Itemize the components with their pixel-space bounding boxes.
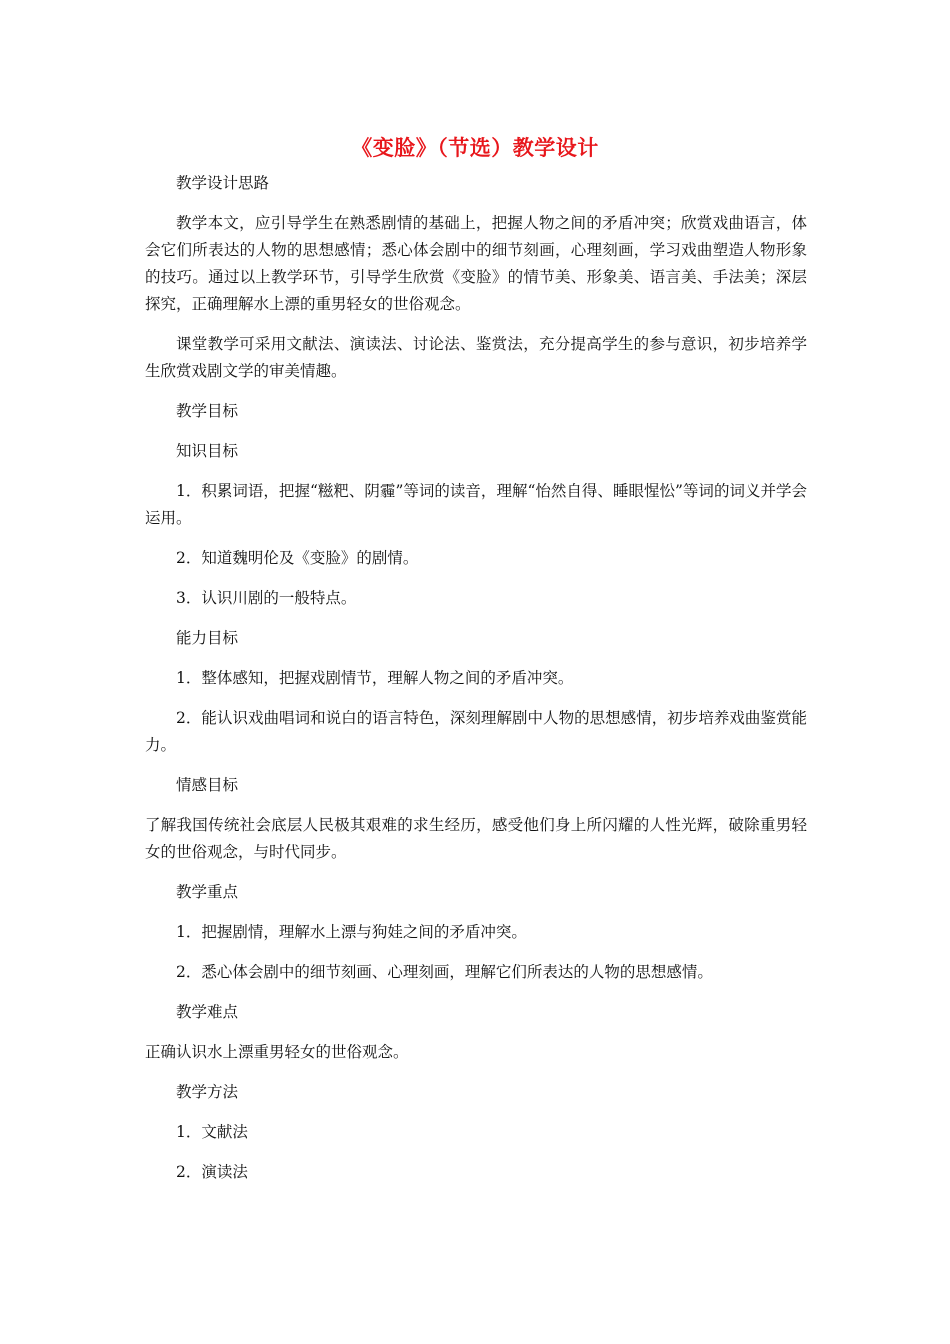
subsection-heading: 情感目标 (176, 776, 239, 794)
paragraph: 课堂教学可采用文献法、演读法、讨论法、鉴赏法，充分提高学生的参与意识，初步培养学生欣赏戏剧文学的审美情趣。 (145, 335, 807, 380)
subsection-heading: 知识目标 (176, 442, 239, 460)
paragraph: 教学本文，应引导学生在熟悉剧情的基础上，把握人物之间的矛盾冲突；欣赏戏曲语言，体会它们所表达的人物的思想感情；悉心体会剧中的细节刻画，心理刻画，学习戏曲塑造人物形象的技巧。通过以上教学环节，引导学生欣赏《变脸》的情节美、形象美、语言美、手法美；深层探究，正确理解水上漂的重男轻女的世俗观念。 (145, 214, 807, 313)
list-item: 1．积累词语，把握“糍粑、阴霾”等词的读音，理解“怡然自得、睡眼惺忪”等词的词义并学会运用。 (145, 482, 807, 527)
section-heading: 教学方法 (176, 1083, 239, 1101)
document-title: 《变脸》（节选）教学设计 (351, 135, 599, 160)
list-item: 1．把握剧情，理解水上漂与狗娃之间的矛盾冲突。 (176, 923, 527, 941)
section-heading: 教学目标 (176, 402, 239, 420)
list-item: 2．能认识戏曲唱词和说白的语言特色，深刻理解剧中人物的思想感情，初步培养戏曲鉴赏能力。 (145, 709, 807, 754)
list-item: 2．悉心体会剧中的细节刻画、心理刻画，理解它们所表达的人物的思想感情。 (176, 963, 713, 981)
list-item: 2．演读法 (176, 1163, 248, 1181)
list-item: 1．整体感知，把握戏剧情节，理解人物之间的矛盾冲突。 (176, 669, 574, 687)
subsection-heading: 能力目标 (176, 629, 239, 647)
section-heading: 教学难点 (176, 1003, 239, 1021)
paragraph: 教学设计思路 (176, 174, 270, 192)
list-item: 2．知道魏明伦及《变脸》的剧情。 (176, 549, 419, 567)
paragraph: 正确认识水上漂重男轻女的世俗观念。 (145, 1043, 409, 1061)
list-item: 1．文献法 (176, 1123, 248, 1141)
section-heading: 教学重点 (176, 883, 239, 901)
paragraph: 了解我国传统社会底层人民极其艰难的求生经历，感受他们身上所闪耀的人性光辉，破除重男轻女的世俗观念，与时代同步。 (145, 816, 807, 861)
document-body (145, 170, 807, 1199)
list-item: 3．认识川剧的一般特点。 (176, 589, 357, 607)
